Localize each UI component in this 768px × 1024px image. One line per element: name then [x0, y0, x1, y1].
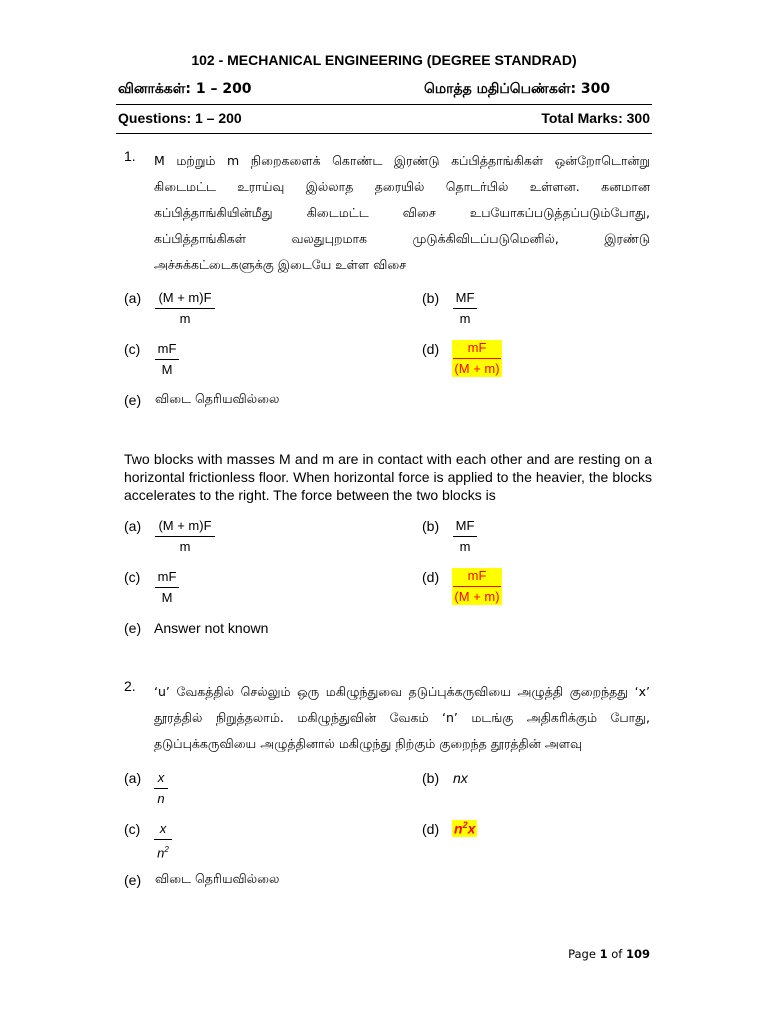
option-b-label: (b): [422, 290, 440, 306]
option-d-fraction-highlighted-answer: [452, 568, 502, 605]
total-marks: Total Marks: 300: [541, 110, 650, 126]
option-b-fraction: [453, 290, 477, 327]
option-e-text: Answer not known: [154, 620, 269, 636]
question-line: கப்பித்தாங்கியின்மீது கிடைமட்ட விசை உபயோகப்படுத்தப்படும்போது,: [154, 205, 650, 220]
option-c-label: (c): [124, 569, 141, 585]
denominator: m: [179, 539, 191, 554]
option-e-text: விடை தெரியவில்லை: [155, 391, 280, 406]
questions-range: Questions: 1 – 200: [118, 110, 242, 126]
option-d-label: (d): [422, 341, 440, 357]
question-line: கப்பித்தாங்கிகள் வலதுபுறமாக முடுக்கிவிடப்படுமெனில், இரண்டு: [154, 231, 650, 246]
question-1-english-text: Two blocks with masses M and m are in contact with each other and are resting on a horizontal frictionless floor. When horizontal force is applied to the heavier, the blocks accelerates to the right. The force between the two blocks is: [124, 451, 652, 503]
option-d-highlighted-answer: [452, 820, 477, 837]
denominator: m: [179, 311, 191, 326]
question-2-tamil-text: [154, 679, 650, 757]
denominator: [154, 840, 172, 861]
option-c-label: (c): [124, 341, 141, 357]
denominator-base: n: [157, 845, 165, 861]
denominator: M: [161, 362, 173, 377]
option-b-text: nx: [453, 770, 468, 786]
question-1-tamil-text: [154, 148, 650, 278]
numerator: mF: [155, 569, 179, 588]
tamil-questions-range: வினாக்கள்: 1 – 200: [118, 81, 252, 97]
question-line: தூரத்தில் நிறுத்தலாம். மகிழுந்துவின் வேகம் ‘n’ மடங்கு அதிகரிக்கும் போது,: [154, 710, 650, 725]
denominator-exponent: 2: [164, 845, 169, 854]
option-b-label: (b): [422, 518, 440, 534]
numerator: (M + m)F: [155, 518, 215, 537]
page-number: [568, 947, 650, 961]
option-c-fraction: [155, 569, 179, 606]
answer-exponent: 2: [462, 820, 468, 830]
question-line: அச்சுக்கட்டைகளுக்கு இடையே உள்ள விசை: [154, 257, 407, 272]
document-title: 102 - MECHANICAL ENGINEERING (DEGREE STANDRAD): [191, 52, 577, 68]
numerator: MF: [453, 518, 477, 537]
option-d-label: (d): [422, 569, 440, 585]
option-e-label: (e): [124, 872, 142, 888]
denominator: (M + m): [454, 589, 500, 604]
denominator: m: [459, 311, 471, 326]
option-e-text: விடை தெரியவில்லை: [155, 871, 280, 886]
option-a-fraction: [154, 770, 168, 807]
numerator: MF: [453, 290, 477, 309]
option-a-fraction: [155, 518, 215, 555]
total-pages: 109: [625, 947, 650, 961]
option-a-label: (a): [124, 290, 142, 306]
numerator: (M + m)F: [155, 290, 215, 309]
numerator: mF: [155, 341, 179, 360]
question-line: தடுப்புக்கருவியை அழுத்தினால் மகிழுந்து நிற்கும் குறைந்த தூரத்தின் அளவு: [154, 736, 583, 751]
question-number: 1.: [124, 148, 136, 164]
page-middle: of: [607, 947, 626, 961]
option-b-label: (b): [422, 770, 440, 786]
option-a-label: (a): [124, 518, 142, 534]
answer-tail: x: [467, 820, 476, 837]
header-divider-bottom: [116, 133, 652, 134]
tamil-total-marks: மொத்த மதிப்பெண்கள்: 300: [424, 81, 611, 97]
page-prefix: Page: [568, 947, 600, 961]
option-a-label: (a): [124, 770, 142, 786]
option-b-fraction: [453, 518, 477, 555]
answer-base: n: [454, 820, 463, 837]
denominator: (M + m): [454, 361, 500, 376]
option-a-fraction: [155, 290, 215, 327]
option-e-label: (e): [124, 620, 142, 636]
current-page: 1: [599, 947, 608, 961]
option-d-fraction-highlighted-answer: [452, 340, 502, 377]
denominator: n: [157, 791, 165, 806]
option-c-label: (c): [124, 821, 141, 837]
numerator: x: [154, 821, 172, 840]
header-divider-top: [116, 104, 652, 105]
option-c-fraction: [155, 341, 179, 378]
numerator: mF: [453, 340, 501, 359]
question-number: 2.: [124, 678, 136, 694]
numerator: mF: [453, 568, 501, 587]
option-c-fraction: [154, 821, 172, 861]
question-line: ‘u’ வேகத்தில் செல்லும் ஒரு மகிழுந்துவை தடுப்புக்கருவியை அழுத்தி குறைந்தது ‘x’: [154, 684, 650, 699]
question-line: M மற்றும் m நிறைகளைக் கொண்ட இரண்டு கப்பித்தாங்கிகள் ஒன்றோடொன்று: [154, 153, 650, 168]
numerator: x: [154, 770, 168, 789]
denominator: M: [161, 590, 173, 605]
option-d-label: (d): [422, 821, 440, 837]
question-line: கிடைமட்ட உராய்வு இல்லாத தரையில் தொடர்பில் உள்ளன. கனமான: [154, 179, 650, 194]
option-e-label: (e): [124, 392, 142, 408]
denominator: m: [459, 539, 471, 554]
